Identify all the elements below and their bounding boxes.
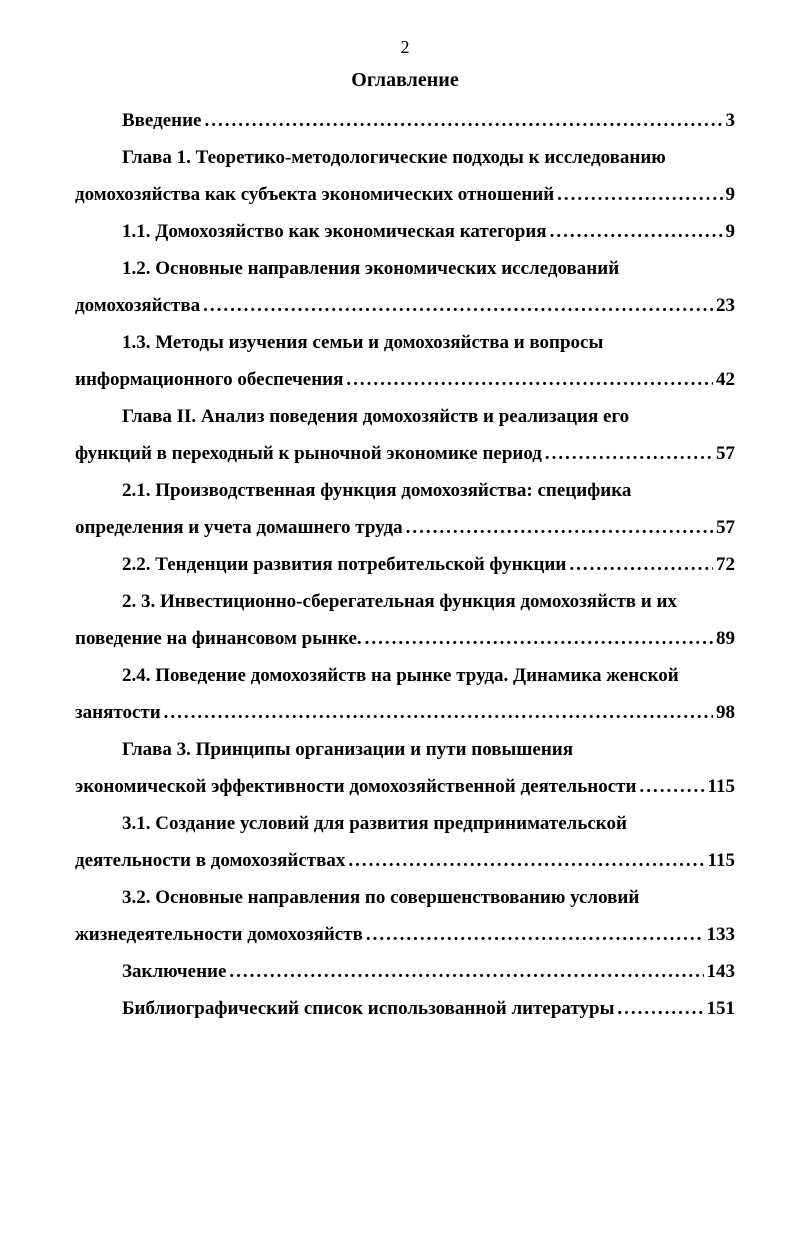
toc-page-number: 9 bbox=[725, 184, 735, 205]
toc-line bbox=[75, 990, 735, 1027]
toc-entry-text: поведение на финансовом рынке. bbox=[75, 628, 362, 649]
toc-entry-text: Библиографический список использованной литературы bbox=[122, 998, 615, 1019]
dot-leader bbox=[164, 694, 713, 731]
toc-entry-text: функций в переходный к рыночной экономике период bbox=[75, 443, 542, 464]
toc-page-number: 9 bbox=[725, 221, 735, 242]
toc-entry-text: 3.1. Создание условий для развития предпринимательской bbox=[122, 813, 627, 834]
dot-leader bbox=[550, 213, 723, 250]
dot-leader bbox=[639, 768, 704, 805]
toc-line bbox=[75, 250, 735, 287]
toc-line bbox=[75, 620, 735, 657]
toc-line bbox=[75, 213, 735, 250]
toc-page-number: 151 bbox=[706, 998, 735, 1019]
toc-entry-text: жизнедеятельности домохозяйств bbox=[75, 924, 363, 945]
toc-entry-text: определения и учета домашнего труда bbox=[75, 517, 403, 538]
toc-line bbox=[75, 287, 735, 324]
dot-leader bbox=[205, 102, 723, 139]
toc-entry-text: 2. 3. Инвестиционно-сберегательная функция домохозяйств и их bbox=[122, 591, 677, 612]
toc-line bbox=[75, 324, 735, 361]
toc-entry-text: 2.2. Тенденции развития потребительской функции bbox=[122, 554, 567, 575]
dot-leader bbox=[557, 176, 722, 213]
toc-entry-text: Глава II. Анализ поведения домохозяйств и реализация его bbox=[122, 406, 630, 427]
dot-leader bbox=[203, 287, 713, 324]
toc-page-number: 115 bbox=[707, 850, 735, 871]
toc-line bbox=[75, 731, 735, 768]
toc-page-number: 133 bbox=[706, 924, 735, 945]
toc-line bbox=[75, 583, 735, 620]
toc-line bbox=[75, 805, 735, 842]
toc-line bbox=[75, 842, 735, 879]
toc-list bbox=[75, 102, 735, 1027]
toc-entry bbox=[75, 324, 735, 398]
toc-line bbox=[75, 953, 735, 990]
dot-leader bbox=[365, 620, 713, 657]
toc-line bbox=[75, 398, 735, 435]
toc-page-number: 3 bbox=[725, 110, 735, 131]
toc-line bbox=[75, 916, 735, 953]
toc-page-number: 57 bbox=[716, 443, 735, 464]
toc-line bbox=[75, 694, 735, 731]
toc-entry-text: деятельности в домохозяйствах bbox=[75, 850, 346, 871]
dot-leader bbox=[545, 435, 713, 472]
toc-line bbox=[75, 768, 735, 805]
toc-line bbox=[75, 879, 735, 916]
dot-leader bbox=[229, 953, 703, 990]
toc-entry-text: 3.2. Основные направления по совершенствованию условий bbox=[122, 887, 640, 908]
toc-entry-text: Введение bbox=[122, 110, 202, 131]
toc-heading: Оглавление bbox=[351, 69, 459, 91]
toc-page-number: 57 bbox=[716, 517, 735, 538]
toc-entry bbox=[75, 990, 735, 1027]
toc-entry-text: Заключение bbox=[122, 961, 227, 982]
dot-leader bbox=[366, 916, 704, 953]
toc-page-number: 42 bbox=[716, 369, 735, 390]
toc-entry bbox=[75, 250, 735, 324]
toc-entry-text: домохозяйства bbox=[75, 295, 201, 316]
toc-entry-text: 2.4. Поведение домохозяйств на рынке труда. Динамика женской bbox=[122, 665, 679, 686]
toc-page-number: 143 bbox=[706, 961, 735, 982]
dot-leader bbox=[346, 361, 713, 398]
toc-page-number: 115 bbox=[707, 776, 735, 797]
toc-entry-text: 2.1. Производственная функция домохозяйства: специфика bbox=[122, 480, 632, 501]
toc-entry bbox=[75, 879, 735, 953]
toc-entry bbox=[75, 953, 735, 990]
toc-entry bbox=[75, 805, 735, 879]
toc-entry bbox=[75, 657, 735, 731]
toc-entry-text: информационного обеспечения bbox=[75, 369, 344, 390]
toc-line bbox=[75, 546, 735, 583]
toc-line bbox=[75, 176, 735, 213]
toc-line bbox=[75, 657, 735, 694]
toc-line bbox=[75, 509, 735, 546]
page-number: 2 bbox=[400, 37, 410, 57]
toc-entry-text: Глава 3. Принципы организации и пути повышения bbox=[122, 739, 573, 760]
dot-leader bbox=[406, 509, 713, 546]
toc-entry bbox=[75, 213, 735, 250]
toc-entry bbox=[75, 583, 735, 657]
toc-entry bbox=[75, 731, 735, 805]
toc-page-number: 72 bbox=[716, 554, 735, 575]
toc-line bbox=[75, 435, 735, 472]
toc-entry-text: 1.3. Методы изучения семьи и домохозяйства и вопросы bbox=[122, 332, 604, 353]
toc-entry bbox=[75, 102, 735, 139]
toc-entry-text: 1.1. Домохозяйство как экономическая категория bbox=[122, 221, 547, 242]
toc-entry bbox=[75, 139, 735, 213]
toc-entry-text: 1.2. Основные направления экономических исследований bbox=[122, 258, 620, 279]
toc-page-number: 23 bbox=[716, 295, 735, 316]
toc-entry-text: экономической эффективности домохозяйственной деятельности bbox=[75, 776, 637, 797]
toc-page-number: 89 bbox=[716, 628, 735, 649]
toc-entry-text: занятости bbox=[75, 702, 161, 723]
dot-leader bbox=[348, 842, 704, 879]
toc-line bbox=[75, 361, 735, 398]
toc-page-number: 98 bbox=[716, 702, 735, 723]
toc-entry bbox=[75, 472, 735, 546]
dot-leader bbox=[569, 546, 713, 583]
toc-line bbox=[75, 102, 735, 139]
toc-line bbox=[75, 139, 735, 176]
toc-entry bbox=[75, 546, 735, 583]
toc-entry-text: домохозяйства как субъекта экономических отношений bbox=[75, 184, 555, 205]
toc-entry bbox=[75, 398, 735, 472]
toc-line bbox=[75, 472, 735, 509]
toc-entry-text: Глава 1. Теоретико-методологические подходы к исследованию bbox=[122, 147, 666, 168]
dot-leader bbox=[617, 990, 703, 1027]
